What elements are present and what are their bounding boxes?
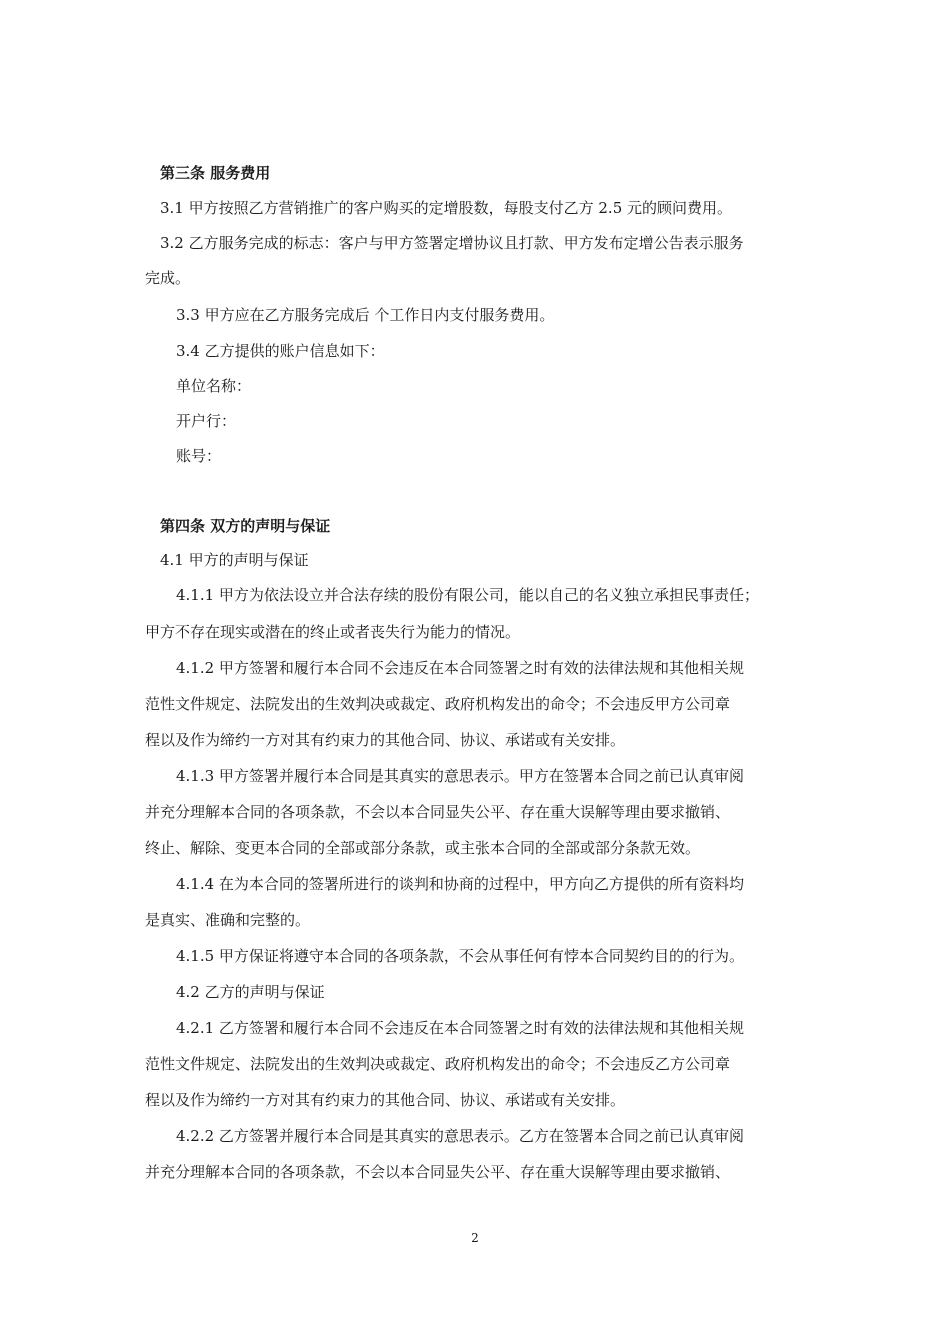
clause-4-1-1-line1: 4.1.1 甲方为依法设立并合法存续的股份有限公司，能以自己的名义独立承担民事责任；: [176, 586, 759, 604]
account-unit-name: 单位名称：: [176, 377, 252, 395]
account-number: 账号：: [176, 447, 222, 465]
clause-3-2-line2: 完成。: [145, 269, 191, 287]
clause-4-1-2-line1: 4.1.2 甲方签署和履行本合同不会违反在本合同签署之时有效的法律法规和其他相关规: [176, 659, 744, 677]
clause-3-4: 3.4 乙方提供的账户信息如下：: [176, 342, 385, 360]
clause-4-1-3-line2: 并充分理解本合同的各项条款，不会以本合同显失公平、存在重大误解等理由要求撤销、: [145, 803, 731, 821]
clause-4-1-2-line2: 范性文件规定、法院发出的生效判决或裁定、政府机构发出的命令；不会违反甲方公司章: [145, 695, 731, 713]
clause-4-1-4-line1: 4.1.4 在为本合同的签署所进行的谈判和协商的过程中，甲方向乙方提供的所有资料均: [176, 875, 744, 893]
clause-4-1-5: 4.1.5 甲方保证将遵守本合同的各项条款，不会从事任何有悖本合同契约目的的行为。: [176, 947, 744, 965]
clause-4-1-4-line2: 是真实、准确和完整的。: [145, 911, 311, 929]
clause-4-2-1-line3: 程以及作为缔约一方对其有约束力的其他合同、协议、承诺或有关安排。: [145, 1091, 626, 1109]
clause-3-3: 3.3 甲方应在乙方服务完成后 个工作日内支付服务费用。: [176, 306, 555, 324]
article-4-heading: 第四条 双方的声明与保证: [160, 517, 331, 535]
account-bank: 开户行：: [176, 412, 237, 430]
clause-4-2-1-line2: 范性文件规定、法院发出的生效判决或裁定、政府机构发出的命令；不会违反乙方公司章: [145, 1055, 731, 1073]
section-4-2: 4.2 乙方的声明与保证: [176, 983, 325, 1001]
section-4-1: 4.1 甲方的声明与保证: [160, 551, 309, 569]
clause-3-2-line1: 3.2 乙方服务完成的标志：客户与甲方签署定增协议且打款、甲方发布定增公告表示服务: [160, 234, 744, 252]
article-3-heading: 第三条 服务费用: [160, 164, 271, 182]
clause-4-1-3-line1: 4.1.3 甲方签署并履行本合同是其真实的意思表示。甲方在签署本合同之前已认真审阅: [176, 767, 744, 785]
clause-3-1: 3.1 甲方按照乙方营销推广的客户购买的定增股数，每股支付乙方 2.5 元的顾问费用。: [160, 199, 733, 217]
clause-4-2-1-line1: 4.2.1 乙方签署和履行本合同不会违反在本合同签署之时有效的法律法规和其他相关规: [176, 1019, 744, 1037]
clause-4-1-2-line3: 程以及作为缔约一方对其有约束力的其他合同、协议、承诺或有关安排。: [145, 731, 626, 749]
clause-4-1-1-line2: 甲方不存在现实或潜在的终止或者丧失行为能力的情况。: [145, 623, 521, 641]
clause-4-2-2-line2: 并充分理解本合同的各项条款，不会以本合同显失公平、存在重大误解等理由要求撤销、: [145, 1163, 731, 1181]
clause-4-2-2-line1: 4.2.2 乙方签署并履行本合同是其真实的意思表示。乙方在签署本合同之前已认真审阅: [176, 1127, 744, 1145]
clause-4-1-3-line3: 终止、解除、变更本合同的全部或部分条款，或主张本合同的全部或部分条款无效。: [145, 839, 701, 857]
page-number: 2: [471, 1231, 479, 1245]
